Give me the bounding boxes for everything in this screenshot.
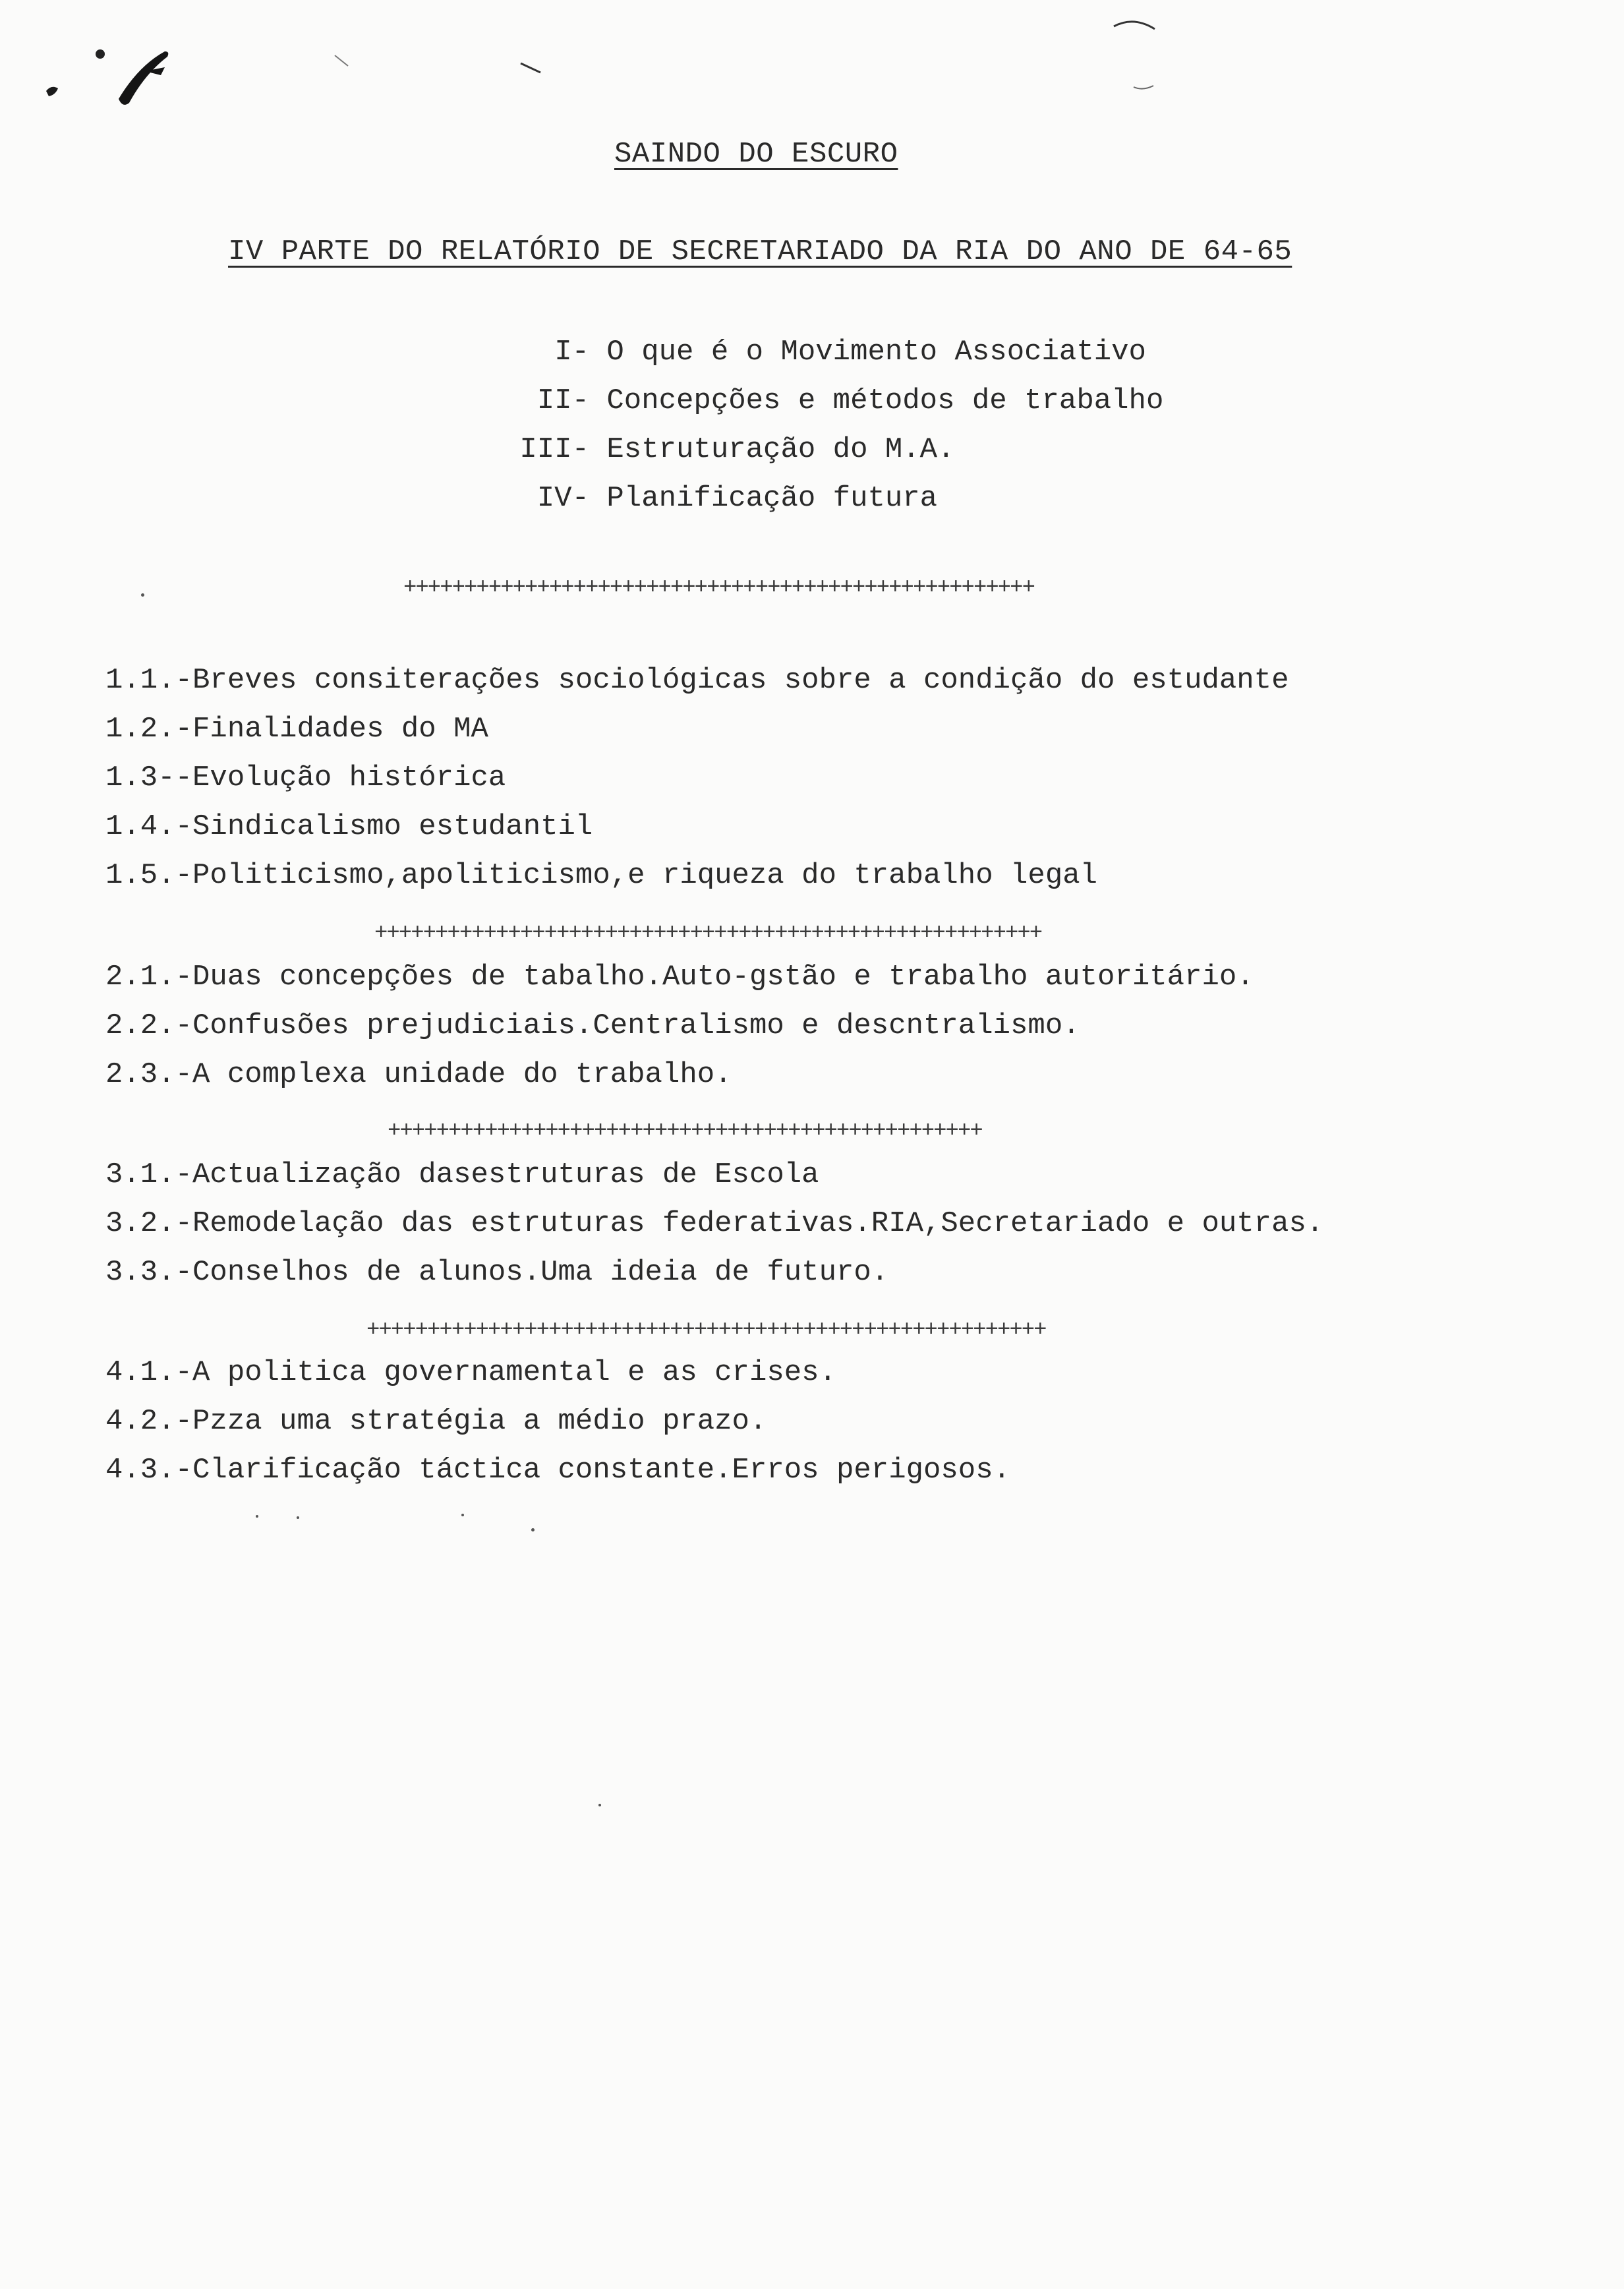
dust-speck bbox=[297, 1516, 299, 1519]
dust-speck bbox=[531, 1528, 535, 1531]
list-item: 4.2.-Pzza uma stratégia a médio prazo. bbox=[105, 1405, 767, 1438]
toc-item bbox=[501, 480, 1226, 529]
dust-speck bbox=[141, 593, 144, 597]
list-item: 3.2.-Remodelação das estruturas federativas.RIA,Secretariado e outras. bbox=[105, 1207, 1324, 1240]
toc-item-text: Concepções e métodos de trabalho bbox=[606, 384, 1164, 417]
dust-speck bbox=[461, 1514, 464, 1516]
scan-arc-mark bbox=[1107, 13, 1173, 99]
toc-item-text: Planificação futura bbox=[606, 482, 938, 515]
toc-item-number: III- bbox=[519, 433, 589, 466]
dust-speck bbox=[598, 1804, 601, 1806]
ink-smudge-mark bbox=[40, 40, 198, 119]
section-4 bbox=[105, 1354, 1555, 1501]
toc-item bbox=[501, 334, 1226, 382]
list-item: 2.2.-Confusões prejudiciais.Centralismo e descntralismo. bbox=[105, 1009, 1080, 1042]
toc-item bbox=[501, 382, 1226, 431]
section-3 bbox=[105, 1156, 1555, 1303]
toc-item-number: II- bbox=[536, 384, 589, 417]
toc-item-text: O que é o Movimento Associativo bbox=[606, 336, 1146, 369]
list-item: 3.3.-Conselhos de alunos.Uma ideia de futuro. bbox=[105, 1256, 889, 1289]
list-item: 4.1.-A politica governamental e as crises. bbox=[105, 1356, 836, 1389]
toc-item bbox=[501, 431, 1226, 480]
list-item: 2.1.-Duas concepções de tabalho.Auto-gstão e trabalho autoritário. bbox=[105, 961, 1254, 994]
list-item: 3.1.-Actualização dasestruturas de Escola bbox=[105, 1158, 819, 1191]
list-item: 1.1.-Breves consiterações sociológicas sobre a condição do estudante bbox=[105, 664, 1289, 697]
plus-divider: +++++++++++++++++++++++++++++++++++++++++++++++++++++++ bbox=[374, 921, 1042, 946]
list-item: 1.3--Evolução histórica bbox=[105, 761, 506, 794]
list-item: 1.5.-Politicismo,apoliticismo,e riqueza do trabalho legal bbox=[105, 859, 1098, 892]
table-of-contents bbox=[501, 334, 1226, 529]
list-item: 4.3.-Clarificação táctica constante.Erros perigosos. bbox=[105, 1454, 1011, 1487]
plus-divider: ++++++++++++++++++++++++++++++++++++++++++++++++++++ bbox=[403, 576, 1034, 601]
document-subtitle: IV PARTE DO RELATÓRIO DE SECRETARIADO DA RIA DO ANO DE 64-65 bbox=[228, 235, 1292, 268]
section-1 bbox=[105, 662, 1555, 906]
stray-dash-mark bbox=[330, 46, 554, 86]
section-2 bbox=[105, 959, 1555, 1105]
toc-item-number: I- bbox=[554, 336, 589, 369]
list-item: 1.4.-Sindicalismo estudantil bbox=[105, 810, 593, 843]
list-item: 2.3.-A complexa unidade do trabalho. bbox=[105, 1058, 732, 1091]
plus-divider: ++++++++++++++++++++++++++++++++++++++++++++++++++++++++ bbox=[366, 1318, 1046, 1343]
document-title: SAINDO DO ESCURO bbox=[614, 138, 898, 171]
dust-speck bbox=[256, 1515, 258, 1518]
toc-item-number: IV- bbox=[536, 482, 589, 515]
plus-divider: +++++++++++++++++++++++++++++++++++++++++++++++++ bbox=[388, 1119, 982, 1144]
toc-item-text: Estruturação do M.A. bbox=[606, 433, 955, 466]
list-item: 1.2.-Finalidades do MA bbox=[105, 713, 488, 746]
